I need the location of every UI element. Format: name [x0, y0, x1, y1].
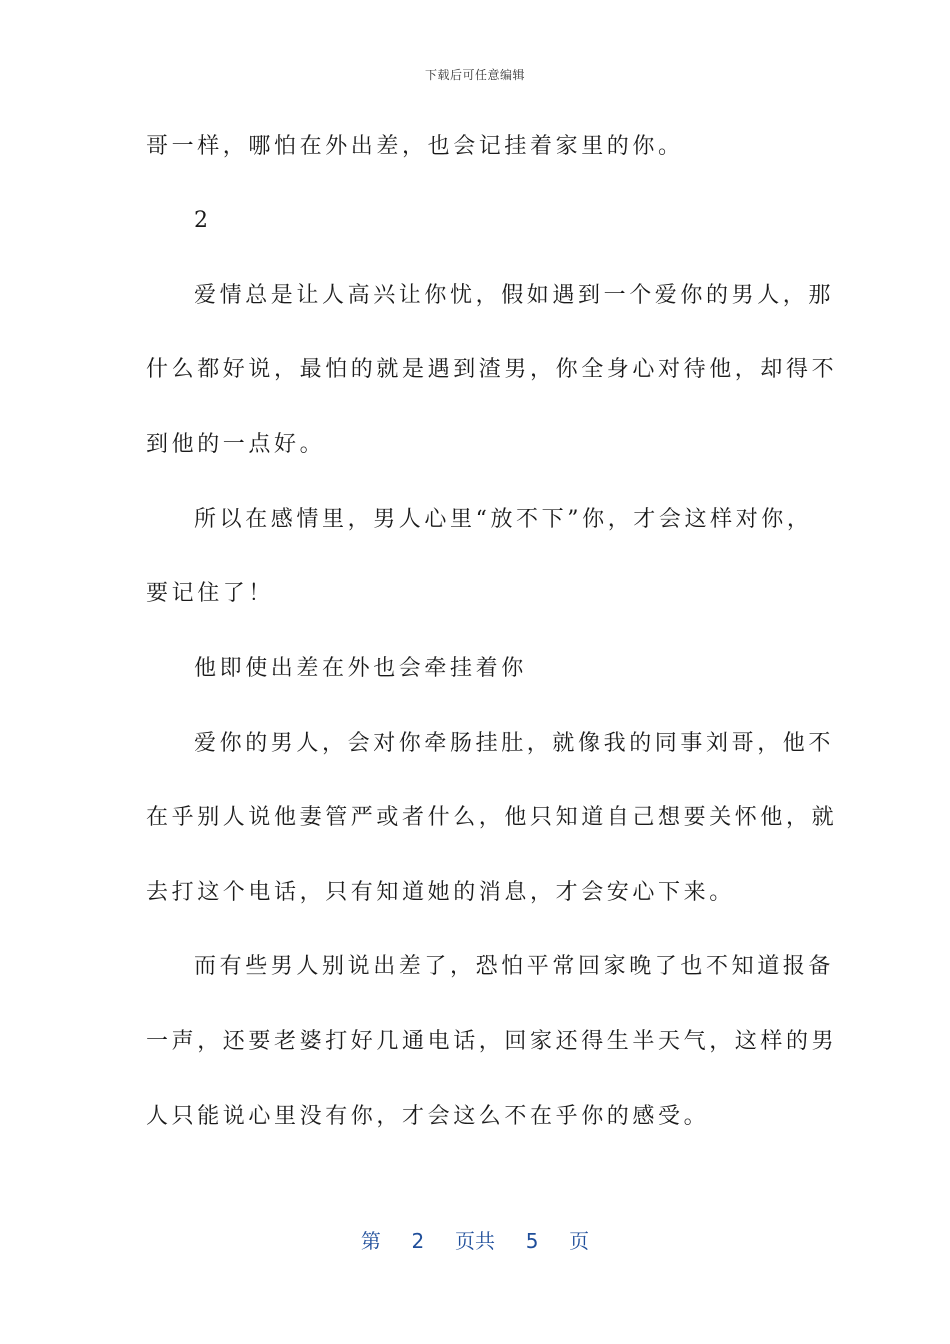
- section-heading: 他即使出差在外也会牵挂着你: [194, 656, 527, 681]
- footer-total-pages: 5: [525, 1229, 539, 1253]
- body-line: 而有些男人别说出差了，恐怕平常回家晚了也不知道报备: [194, 954, 835, 979]
- page-header: 下载后可任意编辑: [424, 68, 525, 82]
- body-line: 爱你的男人，会对你牵肠挂肚，就像我的同事刘哥，他不: [194, 731, 835, 756]
- footer-current-page: 2: [411, 1229, 425, 1253]
- body-line: 什么都好说，最怕的就是遇到渣男，你全身心对待他，却得不: [146, 357, 838, 382]
- body-line: 哥一样，哪怕在外出差，也会记挂着家里的你。: [146, 134, 684, 159]
- body-line: 要记住了！: [146, 581, 275, 606]
- body-line: 所以在感情里，男人心里“放不下”你，才会这样对你，: [194, 507, 813, 532]
- footer-middle: 页共: [455, 1229, 495, 1253]
- footer-suffix: 页: [569, 1229, 590, 1253]
- section-number: 2: [194, 208, 212, 233]
- body-line: 一声，还要老婆打好几通电话，回家还得生半天气，这样的男: [146, 1029, 838, 1054]
- body-line: 在乎别人说他妻管严或者什么，他只知道自己想要关怀他，就: [146, 805, 838, 830]
- body-line: 爱情总是让人高兴让你忧，假如遇到一个爱你的男人，那: [194, 283, 835, 308]
- body-line: 人只能说心里没有你，才会这么不在乎你的感受。: [146, 1104, 710, 1129]
- footer-prefix: 第: [360, 1229, 381, 1253]
- body-line: 到他的一点好。: [146, 432, 326, 457]
- page-footer: [0, 1225, 950, 1254]
- body-line: 去打这个电话，只有知道她的消息，才会安心下来。: [146, 880, 735, 905]
